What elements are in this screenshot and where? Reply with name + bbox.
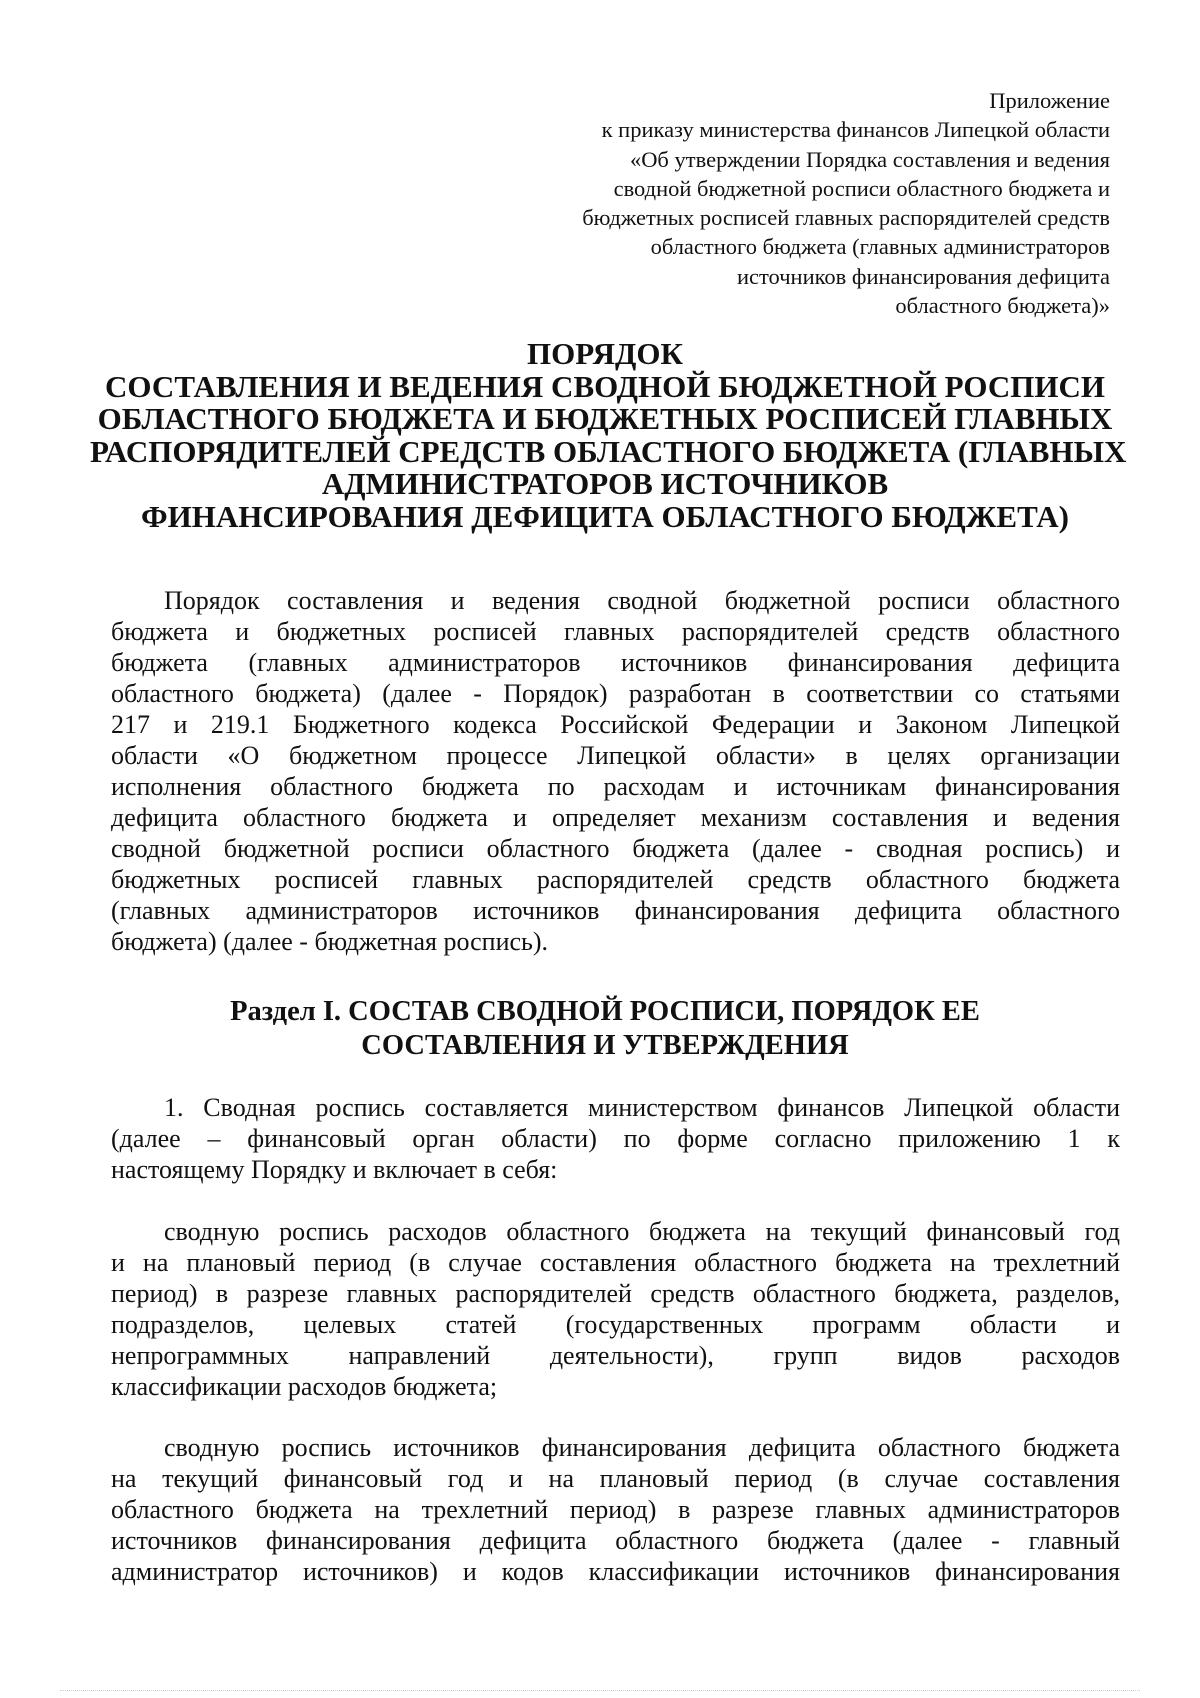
text-line: сводную роспись расходов областного бюджета на текущий финансовый год [164,1217,1120,1246]
appendix-line: «Об утверждении Порядка составления и ведения [629,146,1110,172]
text-line: (главных администраторов источников финансирования дефицита областного [111,896,1120,925]
text-line: источников финансирования дефицита областного бюджета (далее - главный [111,1526,1120,1555]
text-line: бюджета (главных администраторов источников финансирования дефицита [111,648,1120,677]
text-line: бюджетных росписей главных распорядителей средств областного бюджета [111,865,1120,894]
document-title [90,336,1127,534]
sources-paragraph [111,1432,1120,1587]
text-line: подразделов, целевых статей (государственных программ области и [111,1310,1120,1339]
text-line: непрограммных направлений деятельности), групп видов расходов [111,1341,1120,1370]
section-1-title [90,995,1120,1063]
appendix-line: Приложение [989,88,1110,113]
text-line: период) в разрезе главных распорядителей средств областного бюджета, разделов, [111,1279,1120,1308]
title-line: ПОРЯДОК [527,336,683,371]
title-line: ОБЛАСТНОГО БЮДЖЕТА И БЮДЖЕТНЫХ РОСПИСЕЙ ГЛАВНЫХ [97,401,1113,437]
appendix-header [490,86,1110,320]
text-line: сводную роспись источников финансирования дефицита областного бюджета [164,1433,1120,1462]
text-line: областного бюджета) (далее - Порядок) разработан в соответствии со статьями [111,679,1120,708]
appendix-line: сводной бюджетной росписи областного бюджета и [613,175,1110,201]
appendix-line: бюджетных росписей главных распорядителей средств [582,205,1110,231]
text-line: области «О бюджетном процессе Липецкой области» в целях организации [111,741,1120,770]
text-line: и на плановый период (в случае составления областного бюджета на трехлетний [111,1248,1120,1277]
appendix-line: областного бюджета (главных администраторов [650,234,1110,260]
section-title-line: СОСТАВЛЕНИЯ И УТВЕРЖДЕНИЯ [361,1030,849,1061]
text-line: дефицита областного бюджета и определяет механизм составления и ведения [111,803,1120,832]
text-line: областного бюджета на трехлетний период) в разрезе главных администраторов [111,1495,1120,1524]
text-line: 217 и 219.1 Бюджетного кодекса Российской Федерации и Законом Липецкой [111,710,1120,739]
text-line: Порядок составления и ведения сводной бюджетной росписи областного [164,586,1120,615]
text-line: 1. Сводная роспись составляется министерством финансов Липецкой области [164,1093,1120,1122]
text-line: (далее – финансовый орган области) по форме согласно приложению 1 к [111,1124,1120,1153]
section-title-line: Раздел I. СОСТАВ СВОДНОЙ РОСПИСИ, ПОРЯДОК ЕЕ [230,996,980,1027]
title-line: РАСПОРЯДИТЕЛЕЙ СРЕДСТВ ОБЛАСТНОГО БЮДЖЕТА (ГЛАВНЫХ [90,433,1127,469]
text-line: настоящему Порядку и включает в себя: [111,1155,558,1184]
scan-edge-divider [60,1690,1140,1691]
title-line: ФИНАНСИРОВАНИЯ ДЕФИЦИТА ОБЛАСТНОГО БЮДЖЕТА) [141,498,1069,534]
intro-paragraph [111,585,1120,957]
title-line: АДМИНИСТРАТОРОВ ИСТОЧНИКОВ [321,466,889,502]
text-line: сводной бюджетной росписи областного бюджета (далее - сводная роспись) и [111,834,1120,863]
text-line: на текущий финансовый год и на плановый период (в случае составления [111,1464,1120,1493]
text-line: бюджета) (далее - бюджетная роспись). [111,927,549,956]
title-line: СОСТАВЛЕНИЯ И ВЕДЕНИЯ СВОДНОЙ БЮДЖЕТНОЙ РОСПИСИ [105,368,1105,404]
expenses-paragraph [111,1216,1120,1402]
appendix-line: источников финансирования дефицита [736,263,1110,289]
text-line: администратор источников) и кодов классификации источников финансирования [111,1557,1120,1586]
appendix-line: к приказу министерства финансов Липецкой области [601,117,1110,143]
item-1-paragraph [111,1092,1120,1185]
text-line: бюджета и бюджетных росписей главных распорядителей средств областного [111,617,1120,646]
appendix-line: областного бюджета)» [895,293,1110,319]
text-line: классификации расходов бюджета; [111,1372,498,1401]
text-line: исполнения областного бюджета по расходам и источникам финансирования [111,772,1120,801]
